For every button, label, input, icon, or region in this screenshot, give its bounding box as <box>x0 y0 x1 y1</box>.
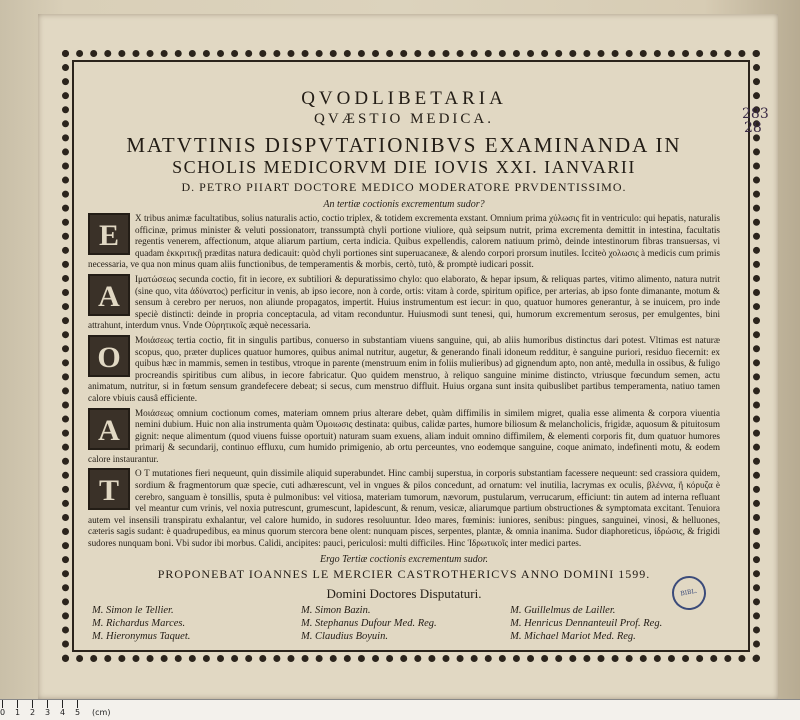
scale-tick <box>2 700 3 708</box>
title-matutinis: MATVTINIS DISPVTATIONIBVS EXAMINANDA IN <box>126 133 682 157</box>
paragraph-text: Μοιάσεως omnium coctionum comes, materiam omnem prius alterare debet, quàm diffimilis in similem migret, qualia esse alimenta & corpora viuentia nemini dubium. Huic non alia instrumenta quàm Ὁμοιωσις destinata: quibus, calidæ partes, humore biliosum & melancholicis, frigidæ, aquosum & pituitosum gignit: neque alimentum (quod viuens fuisse oportuit) naturam suam exuens, aliam induit omnino diffimilem, & elementi corporis fit, dum quatuor humores primarij & secundarij, continuo effluxu, cum humido primigenio, ab ortu perceuntes, vno eodemque sanguine, coque animato, indefinenti motu, & eodem calore instaurantur. <box>88 407 720 464</box>
scale-tick <box>17 700 18 708</box>
names-column-1 <box>92 604 298 643</box>
scale-tick <box>32 700 33 708</box>
dropcap-initial: O <box>88 335 130 377</box>
disputant-name: M. Henricus Dennanteuil Prof. Reg. <box>510 617 663 629</box>
scale-tick <box>77 700 78 708</box>
names-column-2 <box>301 604 507 643</box>
scale-label: 1 <box>15 708 21 717</box>
paragraph-1 <box>88 213 720 271</box>
scale-label: 3 <box>45 708 51 717</box>
paragraph-3 <box>88 335 720 405</box>
dropcap-initial: T <box>88 468 130 510</box>
scale-tick <box>47 700 48 708</box>
document-body <box>88 88 720 643</box>
paragraph-text: X tribus animæ facultatibus, solius naturalis actio, coctio triplex, & totidem excrementa exstant. Omnium prima χύλωσις fit in ventriculo: qui hepatis, naturalis officinæ, primus minister & veluti possionatorr, transsumptà chyli portione viuliore, quà seipsum nutrit, prima excrementa demittit in intestina, facultatis regentis venerem, affectionum, atque aliarum partium, certa indicia. Quibus expellendis, calorem natiuum primò, deinde intestinorum fibras transuersas, vi quadam ἐκκριτικῇ præditas natura dedicauit: quòd chyli portiones sint superuacaneæ, & alendo corpori prorsum inutiles. Icciteò χολωσις à medicis cum primis necessaria, ve qua non minus quam aliis functionibus, de temperamentis & morbis, certò, tutò, & promptè iudicari possit. <box>88 213 720 270</box>
paragraph-2 <box>88 274 720 332</box>
scale-label: 4 <box>60 708 66 717</box>
dropcap-initial: E <box>88 213 130 255</box>
scale-unit: (cm) <box>92 708 111 717</box>
disputant-name: M. Richardus Marces. <box>92 617 186 629</box>
disputant-name: M. Hieronymus Taquet. <box>92 630 191 642</box>
proponebat-line: PROPONEBAT IOANNES LE MERCIER CASTROTHERICVS ANNO DOMINI 1599. <box>157 566 651 581</box>
scale-tick <box>62 700 63 708</box>
marginal-number-1: 283 <box>742 106 769 122</box>
disputant-name: M. Stephanus Dufour Med. Reg. <box>301 617 437 629</box>
disputant-name: M. Simon le Tellier. <box>92 604 174 616</box>
conclusion-line: Ergo Tertiæ coctionis excrementum sudor. <box>319 553 489 565</box>
measurement-scale <box>0 699 800 720</box>
scale-label: 0 <box>0 708 6 717</box>
marginal-number-2: 28 <box>744 120 762 136</box>
paragraph-text: O T mutationes fieri nequeunt, quin dissimile aliquid superabundet. Hinc cambij superstua, in corporis substantiam facessere nequeunt: sed crassiora quidem, sordium & fragmentorum quæ specie, cuti adhærescunt, vel in vngues & pilos concedunt, ad ornatum: vel inutilia, lacrymas ex oculis, βλέννα, ἢ κόρυζα è cerebro, sanguam è tonsillis, sputa è pulmonibus: vel vitiosa, materiam tumorum, nævorum, pustularum, verrucarum, efficiunt: tin autem ad interna refluant vel meantur cum vrinis, vel noxia putrescunt, grumescunt, lapidescunt, & renum, vesicæ, aliarumque partium obstructiones & symptomata excitant. Tenuiora autem vel insensili transpiratu exhalantur, vel calore humido, in sudores resoluuntur. Ideo mares, fœminis: iuniores, senibus: pingues, sanguinei, vinosi, & helluones, cæteris sagis sudant: è quadrupedibus, ea minus quorum stercora bene olent: nunquam pisces, serpentes, plantæ, & omnia inanima. Sudor diaphoreticus, ἱδρώσις, & frigidi sudores nunquam boni. Vbi sudor ibi morbus. Calidi, ancipites: pauci, periculosi: multi difficiles. Hinc Ἱδρωτικοῖς inter medici partes. <box>88 468 720 549</box>
question-line: An tertiæ coctionis excrementum sudor? <box>323 199 485 210</box>
dropcap-initial: A <box>88 274 130 316</box>
dropcap-initial: A <box>88 408 130 450</box>
disputants-list <box>88 604 720 643</box>
paragraph-text: Μοιάσεως tertia coctio, fit in singulis partibus, conuerso in substantiam viuens sanguine, qui, ab aliis humoribus distinctus dari potest. Vltimas est naturæ scopus, quo, præter duplices quatuor humores, quibus animal nutritur, augetur, & generando finali idoneum redditur, è sanguine puriori, residuo fiecernit: ex quibus hæc in mammis, semen in testibus, vtroque in parente (menstruum enim in foliis mulieribus) ad gignendum apto, non antè, medulla in ossibus, & fuligo procreandis spiritibus cum alibus, in iecore fabricatur. Quo quidem menstruo, à reliquo sanguine minime distincto, vtriusque fœcundum semen, actu animatum, nutritur, si in fœtum sensum grandefecere debeat; si secus, cum menstruo diffluit. Huius organa sunt insita quibuslibet partibus temperamenta, natiuo tamen calore vbiuis causâ efficiente. <box>88 334 720 403</box>
scale-label: 5 <box>75 708 81 717</box>
title-quaestio-medica: QVÆSTIO MEDICA. <box>314 111 494 127</box>
paragraph-5 <box>88 468 720 549</box>
disputant-name: M. Michael Mariot Med. Reg. <box>510 630 636 642</box>
scale-label: 2 <box>30 708 36 717</box>
paragraph-4 <box>88 408 720 466</box>
disputant-name: M. Simon Bazin. <box>301 604 371 616</box>
domini-heading: Domini Doctores Disputaturi. <box>326 585 482 601</box>
title-scholis: SCHOLIS MEDICORVM DIE IOVIS XXI. IANVARII <box>172 157 636 177</box>
paragraph-text: Ιματώσεως secunda coctio, fit in iecore, ex subtiliori & depuratissimo chylo: quo elaborato, & hepar ipsum, & reliquas partes, vitimo alimento, natura nutrit (sine quo, vita ἀδύνατος) perficitur in venis, ab ipso iecore, non à corde, ortis: vitam à corde, spiritum opifice, per arterias, ab ipso fonte dimanante, motum & sensum à cerebro per neruos, non aliunde propagatos, impertit. Huius instrumentum est iecur: in quo, quatuor humores generantur, à se inuicem, pro inde speciè distincti: deinde in propria conceptacula, ad vitam reconduntur. Huiusmodi sunt tenesi, qui, humorum excrementum serosus, per emulgentes, bini attrahunt, interdum vnus. Vnde Οὐρητικοῖς æquè necessaria. <box>88 273 720 331</box>
title-moderatore: D. PETRO PIIART DOCTORE MEDICO MODERATORE PRVDENTISSIMO. <box>181 180 627 194</box>
library-stamp-icon: BIBL. <box>669 573 708 612</box>
disputant-name: M. Claudius Boyuin. <box>301 630 388 642</box>
disputant-name: M. Guillelmus de Lailler. <box>510 604 616 616</box>
title-quodlibetaria: QVODLIBETARIA <box>301 88 507 109</box>
